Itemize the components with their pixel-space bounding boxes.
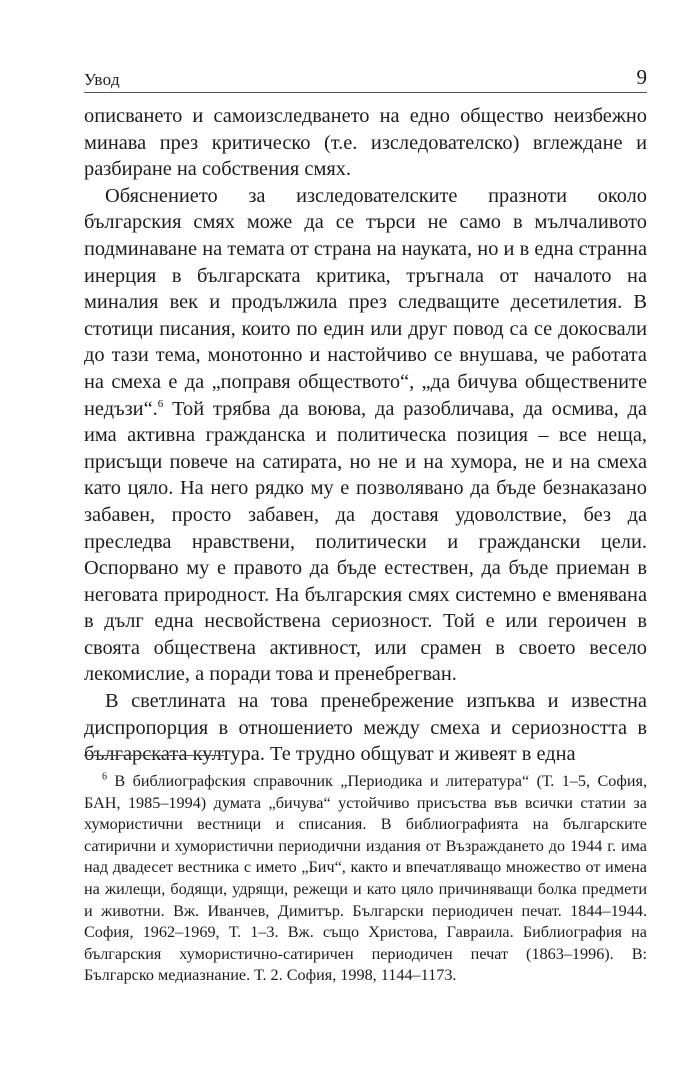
paragraph-2-part-1: Обяснението за изследователските празноти около българския смях може да се търси не само в мълчаливото подминаване на темата от страна на науката, но и в една странна инерция в българската критика, тръгнала от началото на миналия век и продължила през следващите десетилетия. В стотици писания, които по един или друг повод са се докосвали до тази тема, монотонно и настойчиво се внушава, че работата на смеха е да „поправя обществото“, „да бичува обществените недъзи“. (84, 184, 647, 420)
paragraph-2 (84, 183, 647, 688)
section-title: Увод (84, 70, 120, 89)
footnote-text: В библиографския справочник „Периодика и литература“ (Т. 1–5, София, БАН, 1985–1994) думата „бичува“ устойчиво присъства във всички статии за хумористични вестници и списания. В библиографията на българските сатирични и хумористични периодични издания от Възраждането до 1944 г. има над двадесет вестника с името „Бич“, както и впечатляващо множество от имена на жилещи, бодящи, удрящи, режещи и като цяло причиняващи болка предмети и животни. Вж. Иванчев, Димитър. Български периодичен печат. 1844–1944. София, 1962–1969, Т. 1–3. Вж. също Христова, Гавраила. Библиография на българския хумористично-сатиричен периодичен печат (1863–1996). В: Българско медиазнание. Т. 2. София, 1998, 1144–1173. (84, 772, 647, 985)
paragraph-2-part-2: Той трябва да воюва, да разобличава, да осмива, да има активна гражданска и политическа позиция – все неща, присъщи повече на сатирата, но не и на хумора, не и на смеха като цяло. На него рядко му е позволявано да бъде безнаказано забавен, просто забавен, да доставя удоволствие, без да преследва нравствени, политически и граждански цели. Оспорвано му е правото да бъде естествен, да бъде приеман в неговата природност. На българския смях системно е вменявана в дълг една несвойствена сериозност. Той е или героичен в своята обществена активност, или срамен в своето весело лекомислие, а поради това и пренебрегван. (84, 397, 647, 686)
footnotes (84, 771, 647, 987)
running-head (84, 62, 647, 93)
footnote-divider (84, 755, 224, 756)
book-page (84, 62, 647, 985)
footnote-number: 6 (102, 771, 107, 783)
paragraph-3: В светлината на това пренебрежение изпъква и известна диспропорция в отношението между смеха и сериозността в българската култура. Те трудно общуват и живеят в една (84, 690, 647, 766)
footnote-reference[interactable]: 6 (157, 397, 164, 410)
main-text (84, 103, 647, 768)
page-number: 9 (636, 65, 647, 89)
paragraph-1: описването и самоизследването на едно общество неизбежно минава през критическо (т.е. изследователско) вглеждане и разбиране на собствения смях. (84, 105, 647, 181)
footnote-6 (84, 771, 647, 987)
